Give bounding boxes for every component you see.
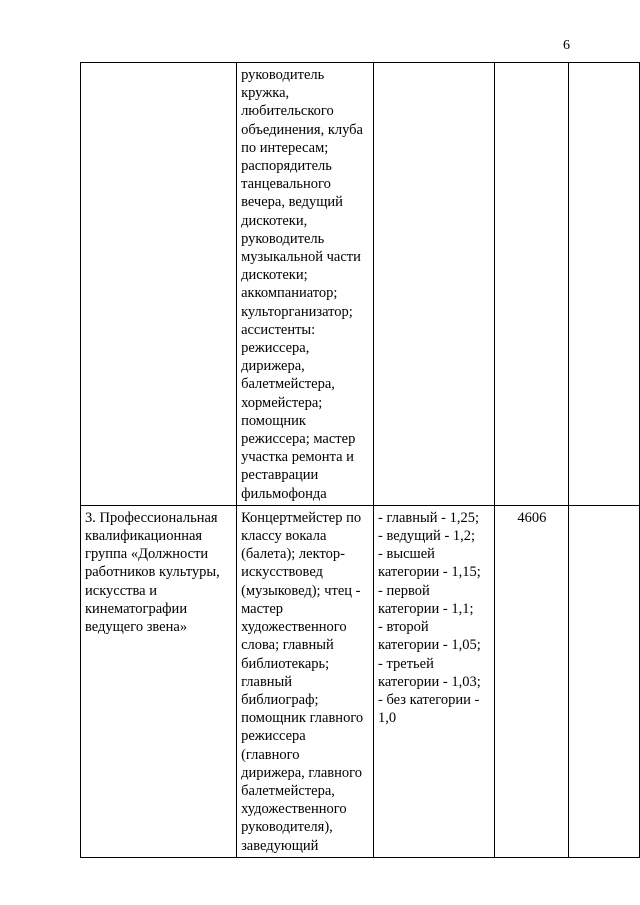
text-line: помощник главного (241, 710, 364, 727)
text-line: квалификационная (85, 528, 203, 545)
text-line: (главного (241, 746, 300, 763)
text-line: категории - 1,15; (378, 564, 481, 581)
text-line: художественного (241, 801, 347, 818)
text-line: участка ремонта и (241, 449, 354, 466)
text-line: библиограф; (241, 691, 319, 708)
group-name-cell (81, 505, 237, 857)
text-line: библиотекарь; (241, 655, 330, 672)
text-line: по интересам; (241, 139, 329, 156)
text-line: аккомпаниатор; (241, 285, 338, 302)
table-row (81, 63, 640, 506)
salary-cell: 4606 (494, 505, 569, 857)
text-line: - ведущий - 1,2; (378, 528, 476, 545)
text-line: культорганизатор; (241, 303, 353, 320)
text-line: - главный - 1,25; (378, 509, 479, 526)
text-line: категории - 1,1; (378, 600, 474, 617)
text-line: фильмофонда (241, 485, 327, 502)
text-line: ассистенты: (241, 321, 316, 338)
text-line: реставрации (241, 467, 319, 484)
text-line: ведущего звена» (85, 619, 188, 636)
text-line: распорядитель (241, 158, 332, 175)
text-line: мастер (241, 600, 284, 617)
page-number: 6 (563, 38, 570, 53)
text-line: - третьей (378, 655, 434, 672)
empty-cell (569, 505, 640, 857)
text-line: режиссера; мастер (241, 431, 356, 448)
text-line: музыкальной части (241, 249, 361, 266)
text-line: дирижера, (241, 358, 305, 375)
text-line: (балета); лектор- (241, 546, 345, 563)
text-line: - первой (378, 582, 430, 599)
positions-cell (237, 63, 374, 506)
text-line: категории - 1,05; (378, 637, 481, 654)
text-line: танцевального (241, 176, 331, 193)
text-line: режиссера, (241, 340, 310, 357)
text-line: слова; главный (241, 637, 334, 654)
positions-cell (237, 505, 374, 857)
text-line: дискотеки; (241, 267, 308, 284)
text-line: заведующий (241, 837, 319, 854)
text-line: работников культуры, (85, 564, 220, 581)
text-line: балетмейстера, (241, 376, 335, 393)
text-line: дирижера, главного (241, 764, 362, 781)
text-line: 3. Профессиональная (85, 509, 218, 526)
text-line: вечера, ведущий (241, 194, 343, 211)
text-line: любительского (241, 103, 334, 120)
text-line: (музыковед); чтец - (241, 582, 361, 599)
text-line: режиссера (241, 728, 306, 745)
text-line: главный (241, 673, 293, 690)
text-line: искусства и (85, 582, 157, 599)
text-line: хормейстера; (241, 394, 323, 411)
text-line: категории - 1,03; (378, 673, 481, 690)
text-line: художественного (241, 619, 347, 636)
text-line: помощник (241, 412, 306, 429)
text-line: балетмейстера, (241, 782, 335, 799)
text-line: дискотеки, (241, 212, 308, 229)
text-line: руководителя), (241, 819, 333, 836)
coefficients-cell (374, 505, 495, 857)
salary-cell (494, 63, 569, 506)
text-line: - без категории - (378, 691, 480, 708)
text-line: классу вокала (241, 528, 327, 545)
text-line: Концертмейстер по (241, 509, 362, 526)
text-line: 1,0 (378, 710, 397, 727)
text-line: - высшей (378, 546, 435, 563)
table-row (81, 505, 640, 857)
text-line: руководитель (241, 67, 325, 83)
text-line: искусствовед (241, 564, 323, 581)
salary-table (80, 62, 640, 858)
coefficients-cell (374, 63, 495, 506)
empty-cell (569, 63, 640, 506)
text-line: - второй (378, 619, 429, 636)
text-line: кинематографии (85, 600, 188, 617)
group-name-cell (81, 63, 237, 506)
text-line: кружка, (241, 85, 290, 102)
text-line: объединения, клуба (241, 121, 363, 138)
text-line: группа «Должности (85, 546, 209, 563)
text-line: руководитель (241, 230, 325, 247)
